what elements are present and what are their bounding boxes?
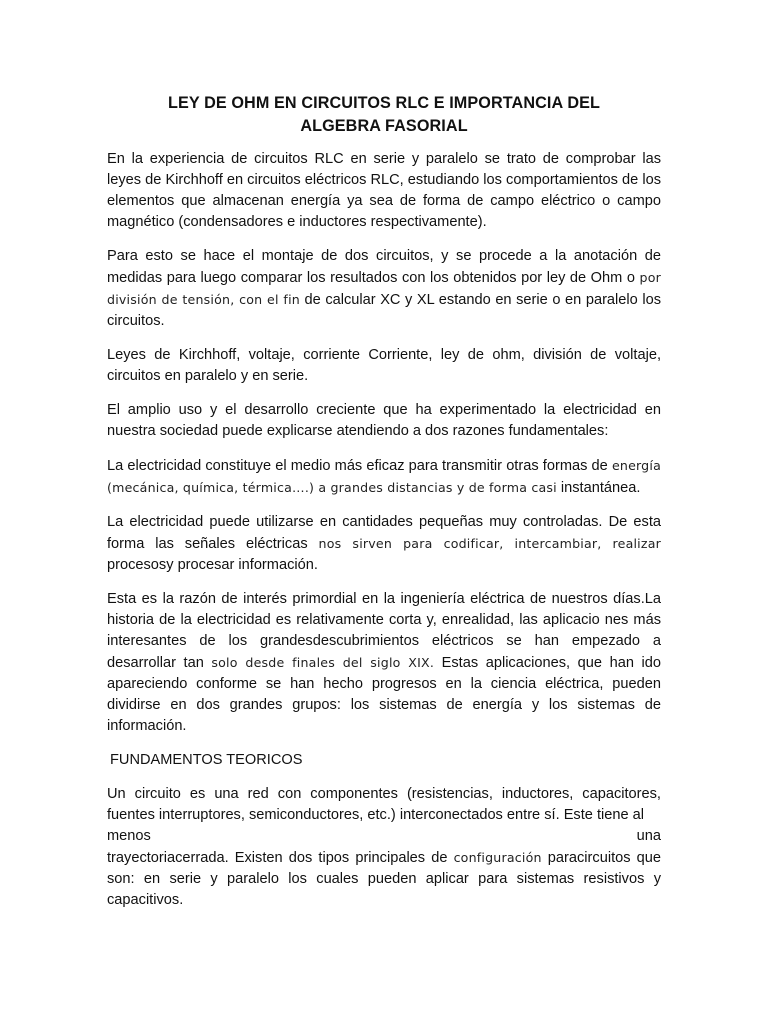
paragraph-senales-text-c: procesosy procesar información. (107, 557, 318, 573)
paragraph-circuito-text-d: paracircuitos que son: en serie y paralelo los cuales pueden aplicar para sistemas resistivos y capacitivos. (107, 850, 661, 908)
paragraph-historia-text-b: solo desde finales del siglo XIX. (211, 655, 435, 670)
paragraph-historia-text-c: Estas aplicaciones, que han ido apareciendo conforme se han hecho progresos en la ciencia eléctrica, pueden dividirse en dos grandes grupos: los sistemas de energía y los sistemas de información. (107, 655, 661, 734)
paragraph-circuito-word-una: una (636, 828, 661, 844)
paragraph-medio (107, 455, 661, 499)
paragraph-circuito (107, 784, 661, 911)
paragraph-montaje-text-a: Para esto se hace el montaje de dos circuitos, y se procede a la anotación de medidas para luego comparar los resultados con los obtenidos por ley de Ohm o (107, 248, 661, 286)
paragraph-senales (107, 512, 661, 576)
paragraph-keywords: Leyes de Kirchhoff, voltaje, corriente Corriente, ley de ohm, división de voltaje, circuitos en paralelo y en serie. (107, 347, 661, 384)
paragraph-circuito-text-b: trayectoriacerrada. Existen dos tipos principales de (107, 850, 454, 866)
paragraph-montaje-text-c: de calcular XC y XL estando en serie o en paralelo los circuitos. (107, 292, 661, 329)
title-line-2: ALGEBRA FASORIAL (300, 117, 468, 135)
paragraph-medio-text-c: instantánea. (556, 480, 641, 496)
paragraph-circuito-word-menos: menos (107, 828, 151, 844)
paragraph-senales-text-a: La electricidad puede utilizarse en cantidades pequeñas muy controladas. De esta forma las señales eléctricas (107, 514, 661, 552)
paragraph-historia-text-a: Esta es la razón de interés primordial en la ingeniería eléctrica de nuestros días.La historia de la electricidad es relativamente corta y, enrealidad, las aplicacio nes más interesantes de los grandesdescubrimientos eléctricos se han empezado a desarrollar tan (107, 591, 661, 671)
section-heading: FUNDAMENTOS TEORICOS (110, 752, 303, 768)
document-page (107, 92, 661, 924)
document-title (107, 92, 661, 138)
paragraph-medio-text-b: energía (mecánica, química, térmica….) a grandes distancias y de forma casi (107, 458, 661, 495)
paragraph-senales-text-b: nos sirven para codificar, intercambiar, realizar (318, 536, 661, 551)
paragraph-montaje-text-b: por división de tensión, con el fin (107, 270, 661, 307)
title-line-1: LEY DE OHM EN CIRCUITOS RLC E IMPORTANCIA DEL (168, 94, 600, 112)
paragraph-circuito-rest (107, 847, 661, 911)
paragraph-circuito-text-c: configuración (453, 850, 542, 865)
paragraph-medio-text-a: La electricidad constituye el medio más eficaz para transmitir otras formas de (107, 458, 612, 474)
paragraph-historia (107, 589, 661, 737)
paragraph-circuito-text-a: Un circuito es una red con componentes (resistencias, inductores, capacitores, fuentes interruptores, semiconductores, etc.) interconectados entre sí. Este tiene al (107, 786, 661, 823)
paragraph-intro: En la experiencia de circuitos RLC en serie y paralelo se trato de comprobar las leyes de Kirchhoff en circuitos eléctricos RLC, estudiando los comportamientos de los elementos que almacenan energía ya sea de forma de campo eléctrico o campo magnético (condensadores e inductores respectivamente). (107, 151, 661, 230)
paragraph-montaje (107, 246, 661, 332)
paragraph-uso: El amplio uso y el desarrollo creciente que ha experimentado la electricidad en nuestra sociedad puede explicarse atendiendo a dos razones fundamentales: (107, 402, 661, 439)
paragraph-circuito-spread-line (107, 826, 661, 847)
